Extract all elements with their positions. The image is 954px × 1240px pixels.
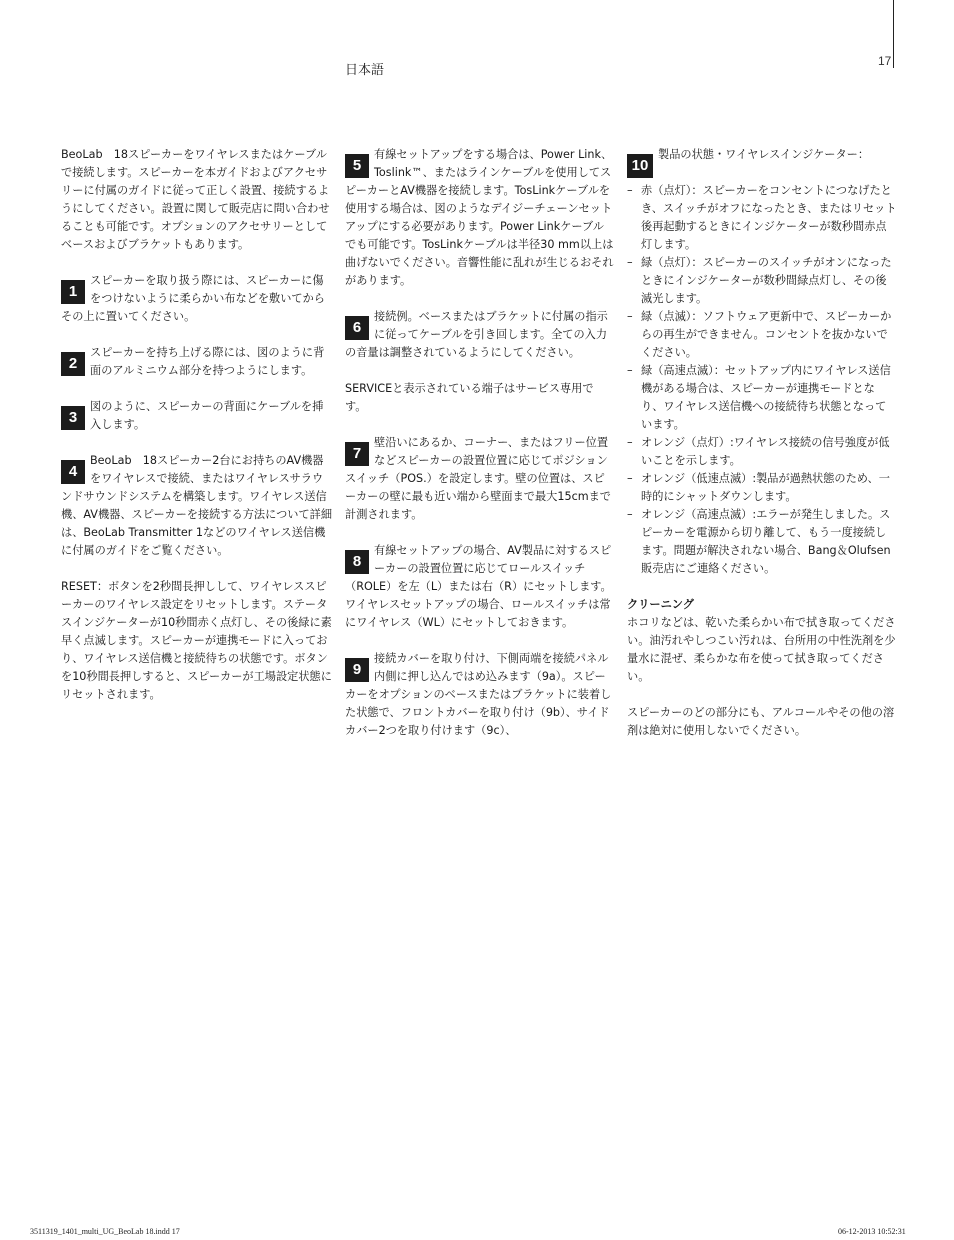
column-3: [627, 146, 897, 758]
step-2: [61, 344, 332, 380]
indicator-list: [627, 182, 897, 578]
footer-timestamp: 06-12-2013 10:52:31: [838, 1227, 906, 1236]
step-number-badge: 2: [61, 352, 85, 376]
step-number-badge: 3: [61, 406, 85, 430]
service-note: SERVICEと表示されている端子はサービス専用です。: [345, 382, 594, 413]
step-text: 図のように、スピーカーの背面にケーブルを挿入します。: [90, 400, 324, 431]
page-language-label: 日本語: [345, 63, 385, 78]
column-1: [61, 146, 332, 722]
solvent-warning: スピーカーのどの部分にも、アルコールやその他の溶剤は絶対に使用しないでください。: [627, 706, 895, 737]
list-item: – 緑（高速点滅）：セットアップ内にワイヤレス送信機がある場合は、スピーカーが連携モードとなり、ワイヤレス送信機への接続待ち状態となっています。: [627, 364, 891, 431]
step-6: [345, 308, 615, 362]
list-item: – 緑（点灯）：スピーカーのスイッチがオンになったときにインジケーターが数秒間緑点灯し、その後滅光します。: [627, 256, 892, 305]
step-9: [345, 650, 615, 740]
step-10: [627, 146, 897, 180]
step-title: 製品の状態・ワイヤレスインジケーター：: [658, 148, 870, 161]
step-4: [61, 452, 332, 560]
column-2: [345, 146, 615, 758]
step-text: 有線セットアップの場合、AV製品に対するスピーカーの設置位置に応じてロールスイッチ（ROLE）を左（L）または右（R）にセットします。ワイヤレスセットアップの場合、ロールスイッチは常にワイヤレス（WL）にセットしておきます。: [345, 544, 612, 629]
list-item: – 赤（点灯）：スピーカーをコンセントにつなげたとき、スイッチがオフになったとき、またはリセット後再起動するときにインジケーターが数秒間赤点灯します。: [627, 184, 897, 251]
step-7: [345, 434, 615, 524]
page-number: 17: [878, 54, 892, 68]
step-text: スピーカーを持ち上げる際には、図のように背面のアルミニウム部分を持つようにします。: [90, 346, 325, 377]
step-8: [345, 542, 615, 632]
step-5: [345, 146, 615, 290]
footer-file-name: 3511319_1401_multi_UG_BeoLab 18.indd 17: [30, 1227, 180, 1236]
reset-paragraph: RESET：ボタンを2秒間長押しして、ワイヤレススピーカーのワイヤレス設定をリセットします。ステータスインジケーターが10秒間赤く点灯し、その後緑に素早く点滅します。スピーカーが連携モードに入っており、ワイヤレス送信機と接続待ちの状態です。ボタンを10秒間長押しすると、スピーカーが工場設定状態にリセットされます。: [61, 580, 332, 701]
step-number-badge: 5: [345, 154, 369, 178]
step-number-badge: 1: [61, 280, 85, 304]
list-item: – オレンジ（高速点滅）:エラーが発生しました。スピーカーを電源から切り離して、もう一度接続します。問題が解決されない場合、Bang＆Olufsen販売店にご連絡ください。: [627, 508, 891, 575]
step-number-badge: 9: [345, 658, 369, 682]
intro-paragraph: BeoLab 18スピーカーをワイヤレスまたはケーブルで接続します。スピーカーを本ガイドおよびアクセサリーに付属のガイドに従って正しく設置、接続するようにしてください。設置に関して販売店に問い合わせることも可能です。オプションのアクセサリーとしてベースおよびブラケットもあります。: [61, 148, 330, 251]
step-3: [61, 398, 332, 434]
step-number-badge: 6: [345, 316, 369, 340]
list-item: – オレンジ（点灯）:ワイヤレス接続の信号強度が低いことを示します。: [627, 436, 890, 467]
crop-mark-line: [893, 0, 894, 68]
step-number-badge: 4: [61, 460, 85, 484]
step-text: 接続例。ベースまたはブラケットに付属の指示に従ってケーブルを引き回します。全ての入力の音量は調整されているようにしてください。: [345, 310, 608, 359]
step-number-badge: 8: [345, 550, 369, 574]
step-number-badge: 10: [627, 154, 653, 178]
step-text: 接続カバーを取り付け、下側両端を接続パネル内側に押し込んではめ込みます（9a）。スピーカーをオプションのベースまたはブラケットに装着した状態で、フロントカバーを取り付け（9b）、サイドカバー2つを取り付けます（9c）、: [345, 652, 612, 737]
cleaning-heading: クリーニング: [627, 598, 694, 611]
step-text: BeoLab 18スピーカー2台にお持ちのAV機器をワイヤレスで接続、またはワイヤレスサラウンドサウンドシステムを構築します。ワイヤレス送信機、AV機器、スピーカーを接続する方法について詳細は、BeoLab Transmitter 1などのワイヤレス送信機に付属のガイドをご覧ください。: [61, 454, 333, 557]
step-1: [61, 272, 332, 326]
step-text: 有線セットアップをする場合は、Power Link、Toslink™、またはラインケーブルを使用してスピーカーとAV機器を接続します。TosLinkケーブルを使用する場合は、図のようなデイジーチェーンセットアップにする必要があります。Power Linkケーブルでも可能です。TosLinkケーブルは半径30 mm以上は曲げないでください。音響性能に乱れが生じるおそれがあります。: [345, 148, 614, 287]
step-text: スピーカーを取り扱う際には、スピーカーに傷をつけないように柔らかい布などを敷いてからその上に置いてください。: [61, 274, 325, 323]
cleaning-paragraph: ホコリなどは、乾いた柔らかい布で拭き取ってください。油汚れやしつこい汚れは、台所用の中性洗剤を少量水に混ぜ、柔らかな布を使って拭き取ってください。: [627, 616, 896, 683]
step-text: 壁沿いにあるか、コーナー、またはフリー位置などスピーカーの設置位置に応じてポジションスイッチ（POS.）を設定します。壁の位置は、スピーカーの壁に最も近い端から壁面まで最大15cmまで計測されます。: [345, 436, 611, 521]
list-item: – オレンジ（低速点滅）:製品が過熱状態のため、一時的にシャットダウンします。: [627, 472, 890, 503]
step-number-badge: 7: [345, 442, 369, 466]
list-item: – 緑（点滅）：ソフトウェア更新中で、スピーカーからの再生ができません。コンセントを抜かないでください。: [627, 310, 892, 359]
